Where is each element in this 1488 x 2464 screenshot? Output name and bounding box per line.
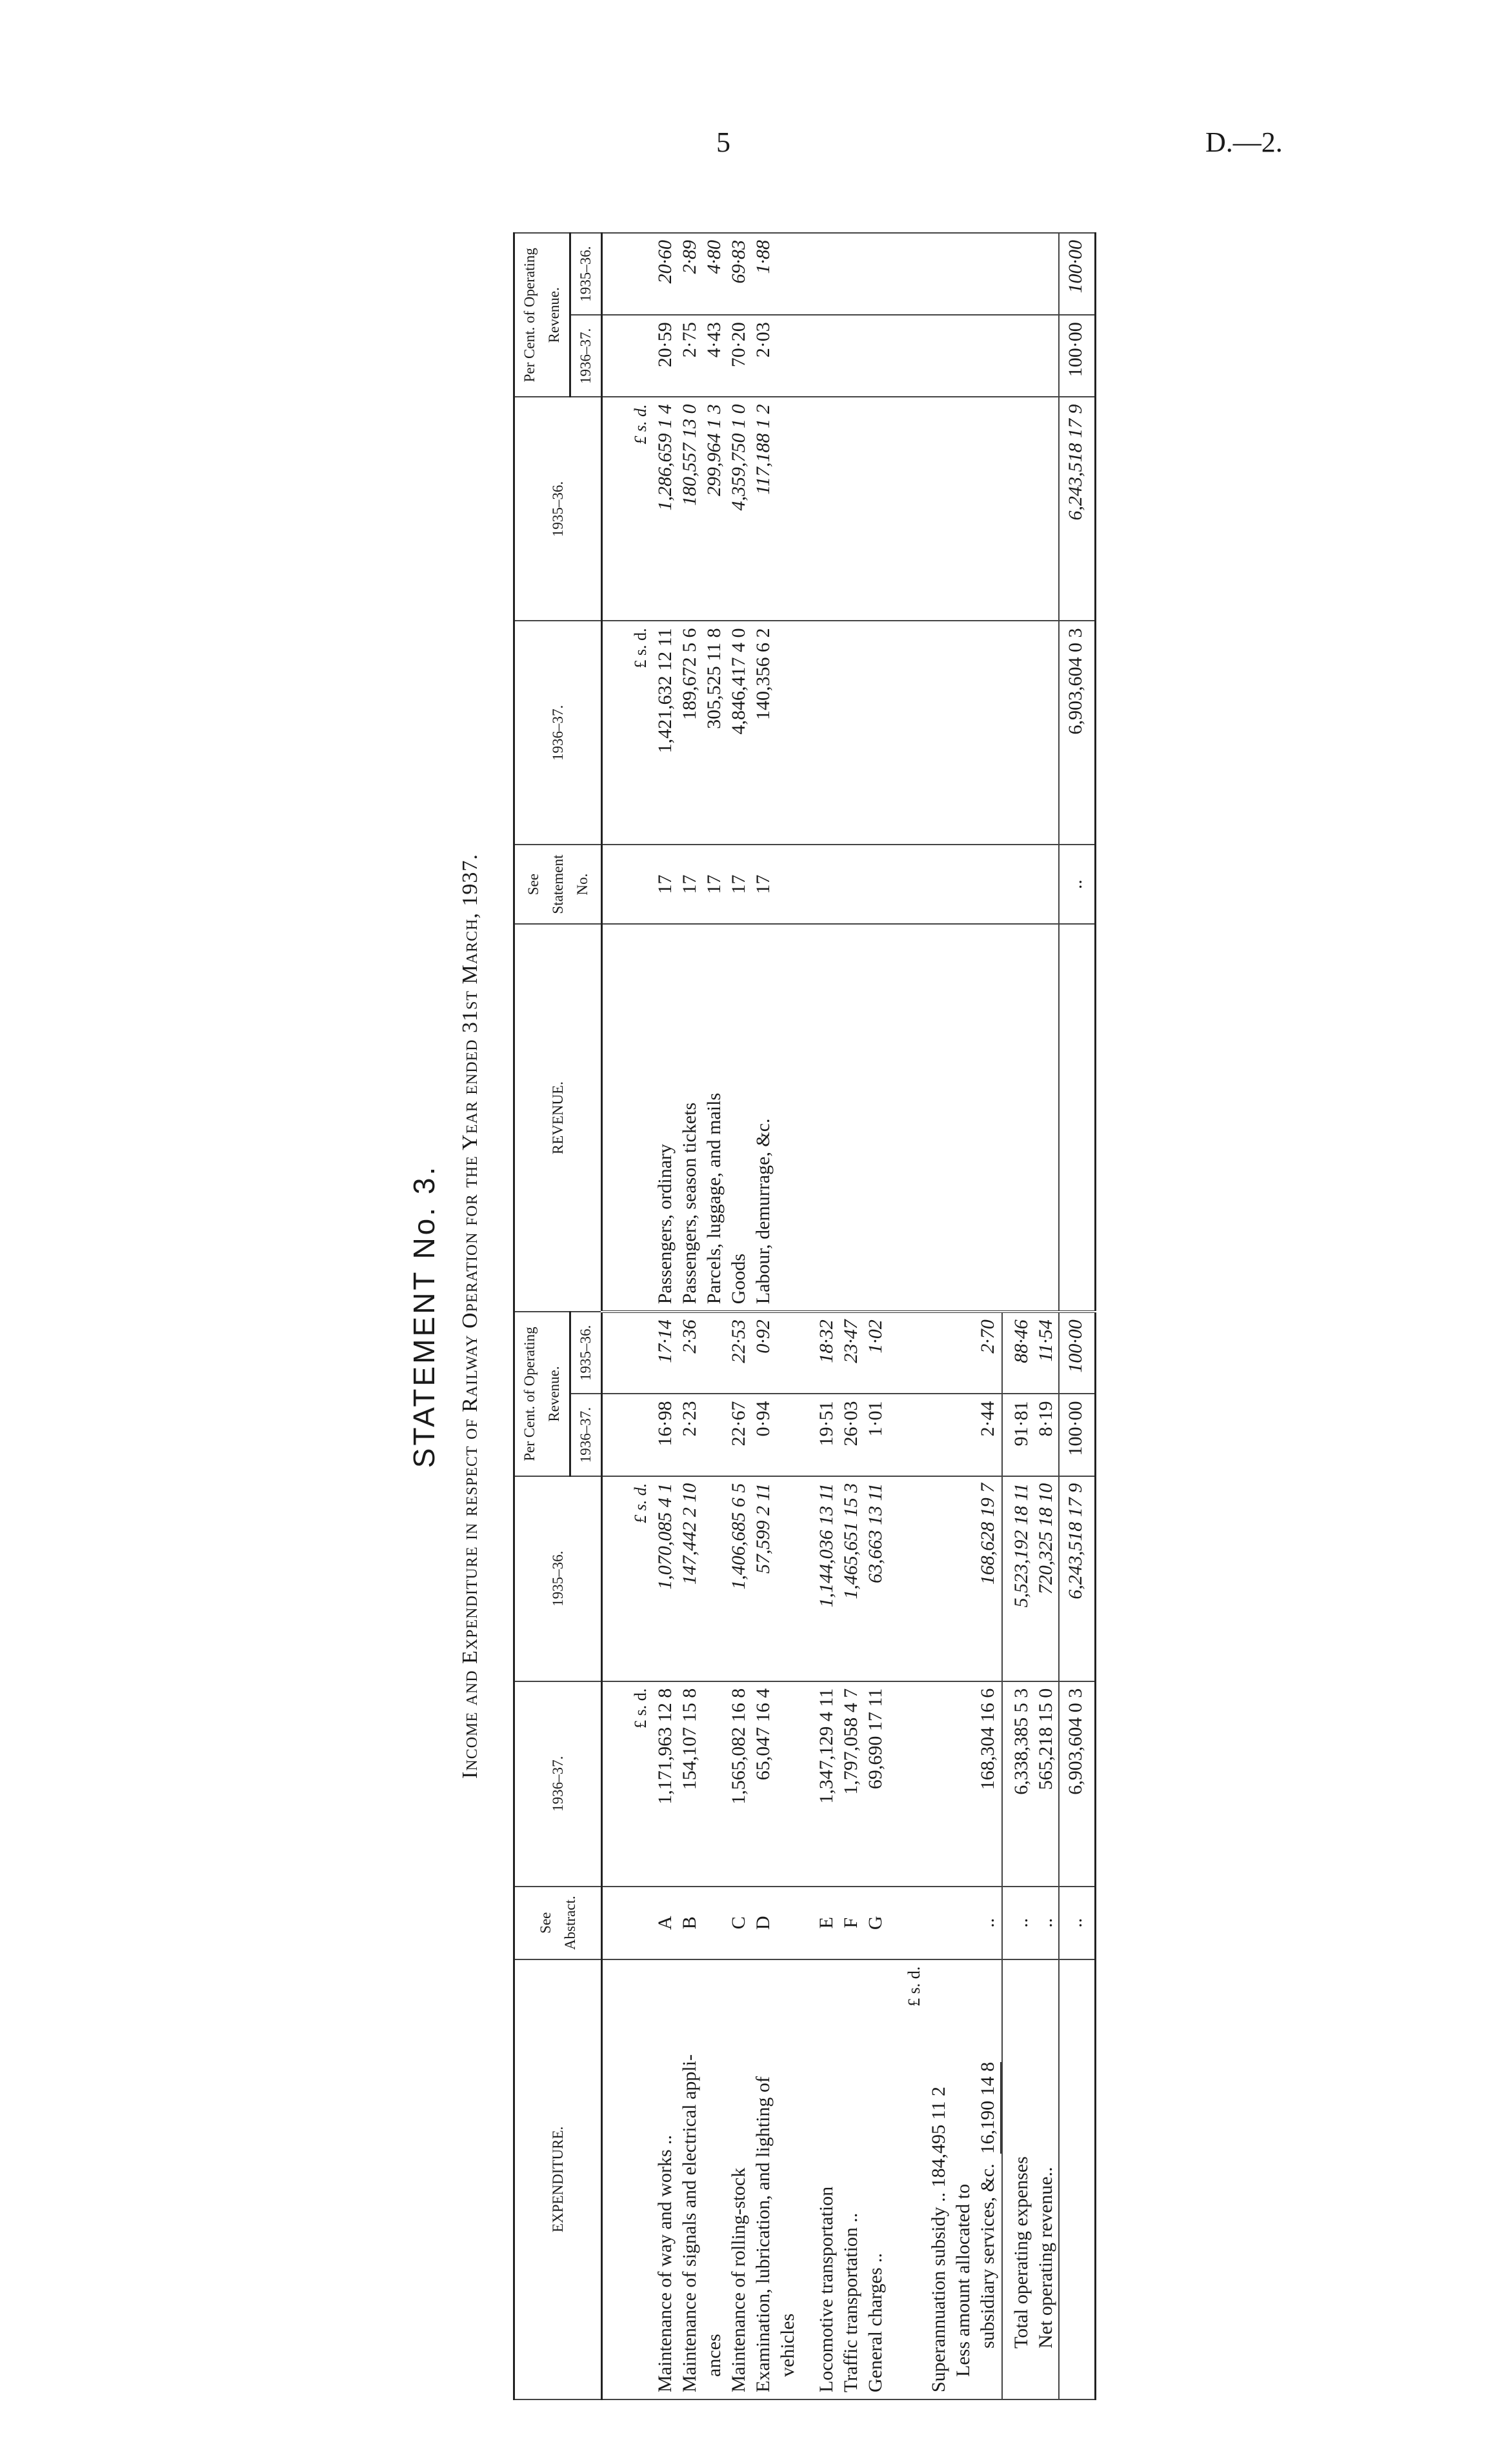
table-row — [800, 233, 839, 2399]
rev-label: Labour, demurrage, &c. — [751, 924, 776, 1312]
exp-pct-1936-37: 16·98 — [653, 1394, 678, 1476]
header-exp-pct-1935-36: 1935–36. — [570, 1312, 602, 1394]
rev-1935-36: 4,359,750 1 0 — [727, 397, 751, 621]
rev-1936-37: 189,672 5 6 — [678, 621, 702, 845]
rev-1935-36: 1,286,659 1 4 — [653, 397, 678, 621]
table-row — [776, 233, 800, 2399]
rev-label: Goods — [727, 924, 751, 1312]
exp-pct-1935-36: 22·53 — [727, 1312, 751, 1394]
rev-1936-37: 4,846,417 4 0 — [727, 621, 751, 845]
exp-label-continued: vehicles — [776, 1959, 800, 2399]
subsidiary-services-amount: 16,190 14 8 — [976, 2062, 1001, 2154]
exp-label: Maintenance of way and works .. — [653, 1959, 678, 2399]
exp-abstract: A — [653, 1887, 678, 1959]
exp-pct-1936-37: 26·03 — [839, 1394, 863, 1476]
exp-grand-pct-1936-37: 100·00 — [1059, 1394, 1096, 1476]
superannuation-currency-label: £ s. d. — [888, 1959, 927, 2399]
header-exp-percent: Per Cent. of Operating Revenue. — [514, 1312, 570, 1476]
header-rev-pct-1935-36: 1935–36. — [570, 233, 602, 315]
exp-abstract: F — [839, 1887, 863, 1959]
table-row — [653, 233, 678, 2399]
exp-abstract: G — [863, 1887, 888, 1959]
rev-pct-1936-37: 2·75 — [678, 315, 702, 397]
rev-label: Parcels, luggage, and mails — [702, 924, 727, 1312]
exp-1936-37: 1,171,963 12 8 — [653, 1681, 678, 1887]
exp-1936-37: 65,047 16 4 — [751, 1681, 776, 1887]
document-reference: D.—2. — [1205, 126, 1283, 158]
net-1935-36: 720,325 18 10 — [1034, 1476, 1059, 1681]
rev-pct-1935-36: 69·83 — [727, 233, 751, 315]
rev-statement: 17 — [653, 845, 678, 924]
header-rev-percent: Per Cent. of Operating Revenue. — [514, 233, 570, 397]
header-rev-1935-36: 1935–36. — [514, 397, 602, 621]
rev-1935-36: 299,964 1 3 — [702, 397, 727, 621]
exp-pct-1936-37: 0·94 — [751, 1394, 776, 1476]
rev-pct-1936-37: 70·20 — [727, 315, 751, 397]
exp-1935-36: 168,628 19 7 — [976, 1476, 1002, 1681]
exp-grand-pct-1935-36: 100·00 — [1059, 1312, 1096, 1394]
header-revenue: REVENUE. — [514, 924, 602, 1312]
exp-abstract: B — [678, 1887, 702, 1959]
rev-pct-1936-37: 4·43 — [702, 315, 727, 397]
total-pct-1935-36: 88·46 — [1002, 1312, 1034, 1394]
exp-label: Locomotive transportation — [800, 1959, 839, 2399]
exp-abstract: E — [800, 1887, 839, 1959]
table-row — [951, 233, 976, 2399]
rev-statement: 17 — [751, 845, 776, 924]
exp-pct-1935-36: 2·70 — [976, 1312, 1002, 1394]
exp-1935-36: 63,663 13 11 — [863, 1476, 888, 1681]
currency-label: £ s. d. — [602, 621, 654, 845]
statement-title: STATEMENT No. 3. — [407, 1164, 441, 1468]
exp-pct-1936-37: 22·67 — [727, 1394, 751, 1476]
exp-pct-1935-36: 0·92 — [751, 1312, 776, 1394]
exp-label: Maintenance of signals and electrical appli- — [678, 1959, 702, 2399]
exp-label: Maintenance of rolling-stock — [727, 1959, 751, 2399]
exp-pct-1935-36: 2·36 — [678, 1312, 702, 1394]
net-pct-1935-36: 11·54 — [1034, 1312, 1059, 1394]
header-see-statement: See Statement No. — [514, 845, 602, 924]
exp-1935-36: 57,599 2 11 — [751, 1476, 776, 1681]
exp-1936-37: 1,565,082 16 8 — [727, 1681, 751, 1887]
rev-statement: 17 — [702, 845, 727, 924]
rev-1936-37: 305,525 11 8 — [702, 621, 727, 845]
exp-1936-37: 168,304 16 6 — [976, 1681, 1002, 1887]
exp-pct-1935-36: 1·02 — [863, 1312, 888, 1394]
header-rev-1936-37: 1936–37. — [514, 621, 602, 845]
rev-grand-1936-37: 6,903,604 0 3 — [1059, 621, 1096, 845]
table-row: Total operating expenses .. 6,338,385 5 3 5,523,192 18 11 91·81 88·46 — [1002, 233, 1034, 2399]
header-exp-1936-37: 1936–37. — [514, 1681, 602, 1887]
rev-pct-1936-37: 2·03 — [751, 315, 776, 397]
exp-pct-1935-36: 17·14 — [653, 1312, 678, 1394]
total-1936-37: 6,338,385 5 3 — [1002, 1681, 1034, 1887]
exp-pct-1935-36: 23·47 — [839, 1312, 863, 1394]
net-operating-revenue-label: Net operating revenue.. — [1034, 1959, 1059, 2399]
currency-label: £ s. d. — [602, 1681, 654, 1887]
net-1936-37: 565,218 15 0 — [1034, 1681, 1059, 1887]
exp-pct-1936-37: 2·23 — [678, 1394, 702, 1476]
total-pct-1936-37: 91·81 — [1002, 1394, 1034, 1476]
exp-1935-36: 1,070,085 4 1 — [653, 1476, 678, 1681]
rev-1936-37: 140,356 6 2 — [751, 621, 776, 845]
less-amount-allocated: Less amount allocated to — [951, 1959, 976, 2399]
subsidiary-services-label: subsidiary services, &c. — [977, 2163, 998, 2349]
header-expenditure: EXPENDITURE. — [514, 1959, 602, 2399]
exp-1935-36: 147,442 2 10 — [678, 1476, 702, 1681]
rev-1935-36: 117,188 1 2 — [751, 397, 776, 621]
exp-1935-36: 1,144,036 13 11 — [800, 1476, 839, 1681]
rev-grand-pct-1935-36: 100·00 — [1059, 233, 1096, 315]
exp-grand-1936-37: 6,903,604 0 3 — [1059, 1681, 1096, 1887]
page-number: 5 — [716, 126, 730, 158]
rev-1935-36: 180,557 13 0 — [678, 397, 702, 621]
exp-pct-1936-37: 1·01 — [863, 1394, 888, 1476]
exp-1936-37: 1,797,058 4 7 — [839, 1681, 863, 1887]
rev-pct-1935-36: 20·60 — [653, 233, 678, 315]
exp-label: General charges .. — [863, 1959, 888, 2399]
rev-label: Passengers, ordinary — [653, 924, 678, 1312]
exp-1936-37: 154,107 15 8 — [678, 1681, 702, 1887]
currency-label: £ s. d. — [602, 1476, 654, 1681]
superannuation-subsidy: Superannuation subsidy .. 184,495 11 2 — [927, 1959, 951, 2399]
exp-1936-37: 1,347,129 4 11 — [800, 1681, 839, 1887]
net-pct-1936-37: 8·19 — [1034, 1394, 1059, 1476]
table-row — [702, 233, 727, 2399]
exp-pct-1935-36: 18·32 — [800, 1312, 839, 1394]
header-exp-pct-1936-37: 1936–37. — [570, 1394, 602, 1476]
header-rev-pct-1936-37: 1936–37. — [570, 315, 602, 397]
table-row — [602, 233, 654, 2399]
rev-pct-1935-36: 4·80 — [702, 233, 727, 315]
table-row: subsidiary services, &c. 16,190 14 8 .. 168,304 16 6 168,628 19 7 2·44 2·70 — [976, 233, 1002, 2399]
exp-grand-1935-36: 6,243,518 17 9 — [1059, 1476, 1096, 1681]
table-row — [678, 233, 702, 2399]
table-row — [751, 233, 776, 2399]
exp-label: Traffic transportation .. — [839, 1959, 863, 2399]
exp-abstract: C — [727, 1887, 751, 1959]
rev-label: Passengers, season tickets — [678, 924, 702, 1312]
table-row — [839, 233, 863, 2399]
exp-1935-36: 1,465,651 15 3 — [839, 1476, 863, 1681]
rev-statement: 17 — [678, 845, 702, 924]
exp-1936-37: 69,690 17 11 — [863, 1681, 888, 1887]
income-expenditure-table — [513, 232, 1096, 2400]
header-see-abstract: See Abstract. — [514, 1887, 602, 1959]
exp-1935-36: 1,406,685 6 5 — [727, 1476, 751, 1681]
table-row — [927, 233, 951, 2399]
rev-pct-1935-36: 2·89 — [678, 233, 702, 315]
rev-grand-pct-1936-37: 100·00 — [1059, 315, 1096, 397]
table-row: Net operating revenue.. .. 565,218 15 0 720,325 18 10 8·19 11·54 — [1034, 233, 1059, 2399]
table-row — [727, 233, 751, 2399]
statement-subtitle: Income and Expenditure in respect of Railway Operation for the Year ended 31st March, 1937. — [458, 854, 482, 1779]
rev-1936-37: 1,421,632 12 11 — [653, 621, 678, 845]
exp-pct-1936-37: 19·51 — [800, 1394, 839, 1476]
rev-grand-1935-36: 6,243,518 17 9 — [1059, 397, 1096, 621]
rev-pct-1935-36: 1·88 — [751, 233, 776, 315]
statement-sheet — [400, 206, 1488, 2426]
table-row — [888, 233, 927, 2399]
total-1935-36: 5,523,192 18 11 — [1002, 1476, 1034, 1681]
exp-label: Examination, lubrication, and lighting of — [751, 1959, 776, 2399]
rev-statement: 17 — [727, 845, 751, 924]
table-row: .. 6,903,604 0 3 6,243,518 17 9 100·00 100·00 .. 6,903,604 0 3 6,243,518 17 9 100·00 100·00 — [1059, 233, 1096, 2399]
table-row — [863, 233, 888, 2399]
exp-pct-1936-37: 2·44 — [976, 1394, 1002, 1476]
rev-pct-1936-37: 20·59 — [653, 315, 678, 397]
exp-label-continued: ances — [702, 1959, 727, 2399]
total-operating-expenses-label: Total operating expenses — [1002, 1959, 1034, 2399]
currency-label: £ s. d. — [602, 397, 654, 621]
exp-abstract: D — [751, 1887, 776, 1959]
header-exp-1935-36: 1935–36. — [514, 1476, 602, 1681]
